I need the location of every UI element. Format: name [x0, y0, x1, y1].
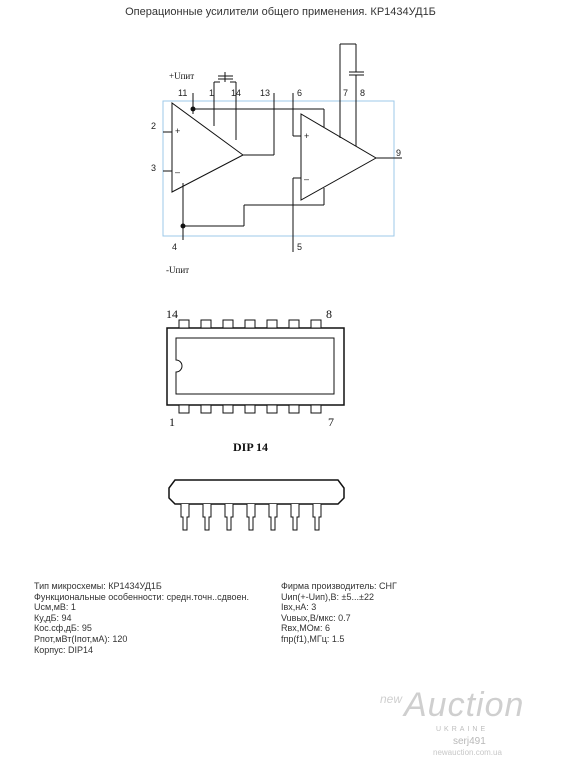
- opamp2-plus-sign: +: [304, 131, 310, 141]
- page-title: Операционные усилители общего применения. КР1434УД1Б: [125, 6, 436, 18]
- parameters-right: [281, 581, 397, 645]
- schematic: [163, 44, 402, 252]
- param-chip-type: Тип микросхемы: КР1434УД1Б: [34, 581, 162, 591]
- opamp2-minus-sign: –: [304, 174, 310, 184]
- param-features: Функциональные особенности: средн.точн..сдвоен.: [34, 591, 250, 602]
- dip14-top-view: [167, 320, 344, 413]
- side-leads: [181, 504, 321, 530]
- pin-label-9: 9: [396, 148, 402, 158]
- opamp-2: [301, 114, 376, 200]
- package-caption: DIP 14: [233, 440, 269, 454]
- param-bandwidth: fпр(f1),МГц: 1.5: [281, 633, 345, 644]
- supply-positive-label: +Uпит: [169, 71, 195, 81]
- watermark-user: serj491: [453, 736, 486, 747]
- supply-negative-label: -Uпит: [166, 265, 190, 275]
- pin-label-4: 4: [172, 242, 178, 252]
- side-body: [169, 480, 344, 504]
- watermark: [378, 686, 553, 762]
- pin-label-13: 13: [260, 88, 271, 98]
- pin-label-6: 6: [297, 88, 303, 98]
- pin-label-7: 7: [343, 88, 349, 98]
- package-pin-1-label: 1: [169, 415, 175, 429]
- opamp-1: [172, 103, 243, 192]
- pin-label-1: 1: [209, 88, 215, 98]
- pin-label-5: 5: [297, 242, 303, 252]
- parameters-left: [34, 581, 249, 655]
- watermark-auction: Auction: [404, 686, 525, 724]
- pin-label-2: 2: [151, 121, 157, 131]
- package-pin-8-label: 8: [326, 307, 332, 321]
- junction-vplus: [191, 107, 195, 111]
- param-manufacturer: Фирма производитель: СНГ: [281, 581, 397, 591]
- watermark-new: new: [380, 692, 403, 706]
- pin-label-11: 11: [178, 88, 188, 98]
- param-power: Рпот,мВт(Iпот,мА): 120: [34, 633, 128, 644]
- param-supply-voltage: Uип(+-Uип),В: ±5...±22: [281, 591, 374, 602]
- pin-label-14: 14: [231, 88, 242, 98]
- param-package: Корпус: DIP14: [34, 644, 94, 655]
- bottom-pins: [179, 405, 321, 413]
- opamp1-plus-sign: +: [175, 126, 181, 136]
- param-input-current: Iвх,нА: 3: [281, 602, 317, 613]
- dip14-side-view: [169, 480, 344, 530]
- pin-label-8: 8: [360, 88, 366, 98]
- package-pin-7-label: 7: [328, 415, 334, 429]
- watermark-ukraine: UKRAINE: [436, 726, 489, 733]
- param-cmrr: Кос.сф,дБ: 95: [34, 623, 92, 634]
- top-pins: [179, 320, 321, 328]
- junction-vminus: [181, 224, 185, 228]
- package-body: [167, 328, 344, 405]
- package-pin-14-label: 14: [166, 307, 178, 321]
- param-input-resistance: Rвх,МОм: 6: [281, 623, 330, 634]
- param-offset-voltage: Uсм,мВ: 1: [34, 602, 76, 613]
- watermark-site: newauction.com.ua: [433, 748, 502, 757]
- param-slew-rate: Vuвых,В/мкс: 0.7: [281, 612, 351, 623]
- pin-label-3: 3: [151, 163, 157, 173]
- opamp1-minus-sign: –: [175, 167, 181, 177]
- param-gain: Ку,дБ: 94: [34, 612, 72, 623]
